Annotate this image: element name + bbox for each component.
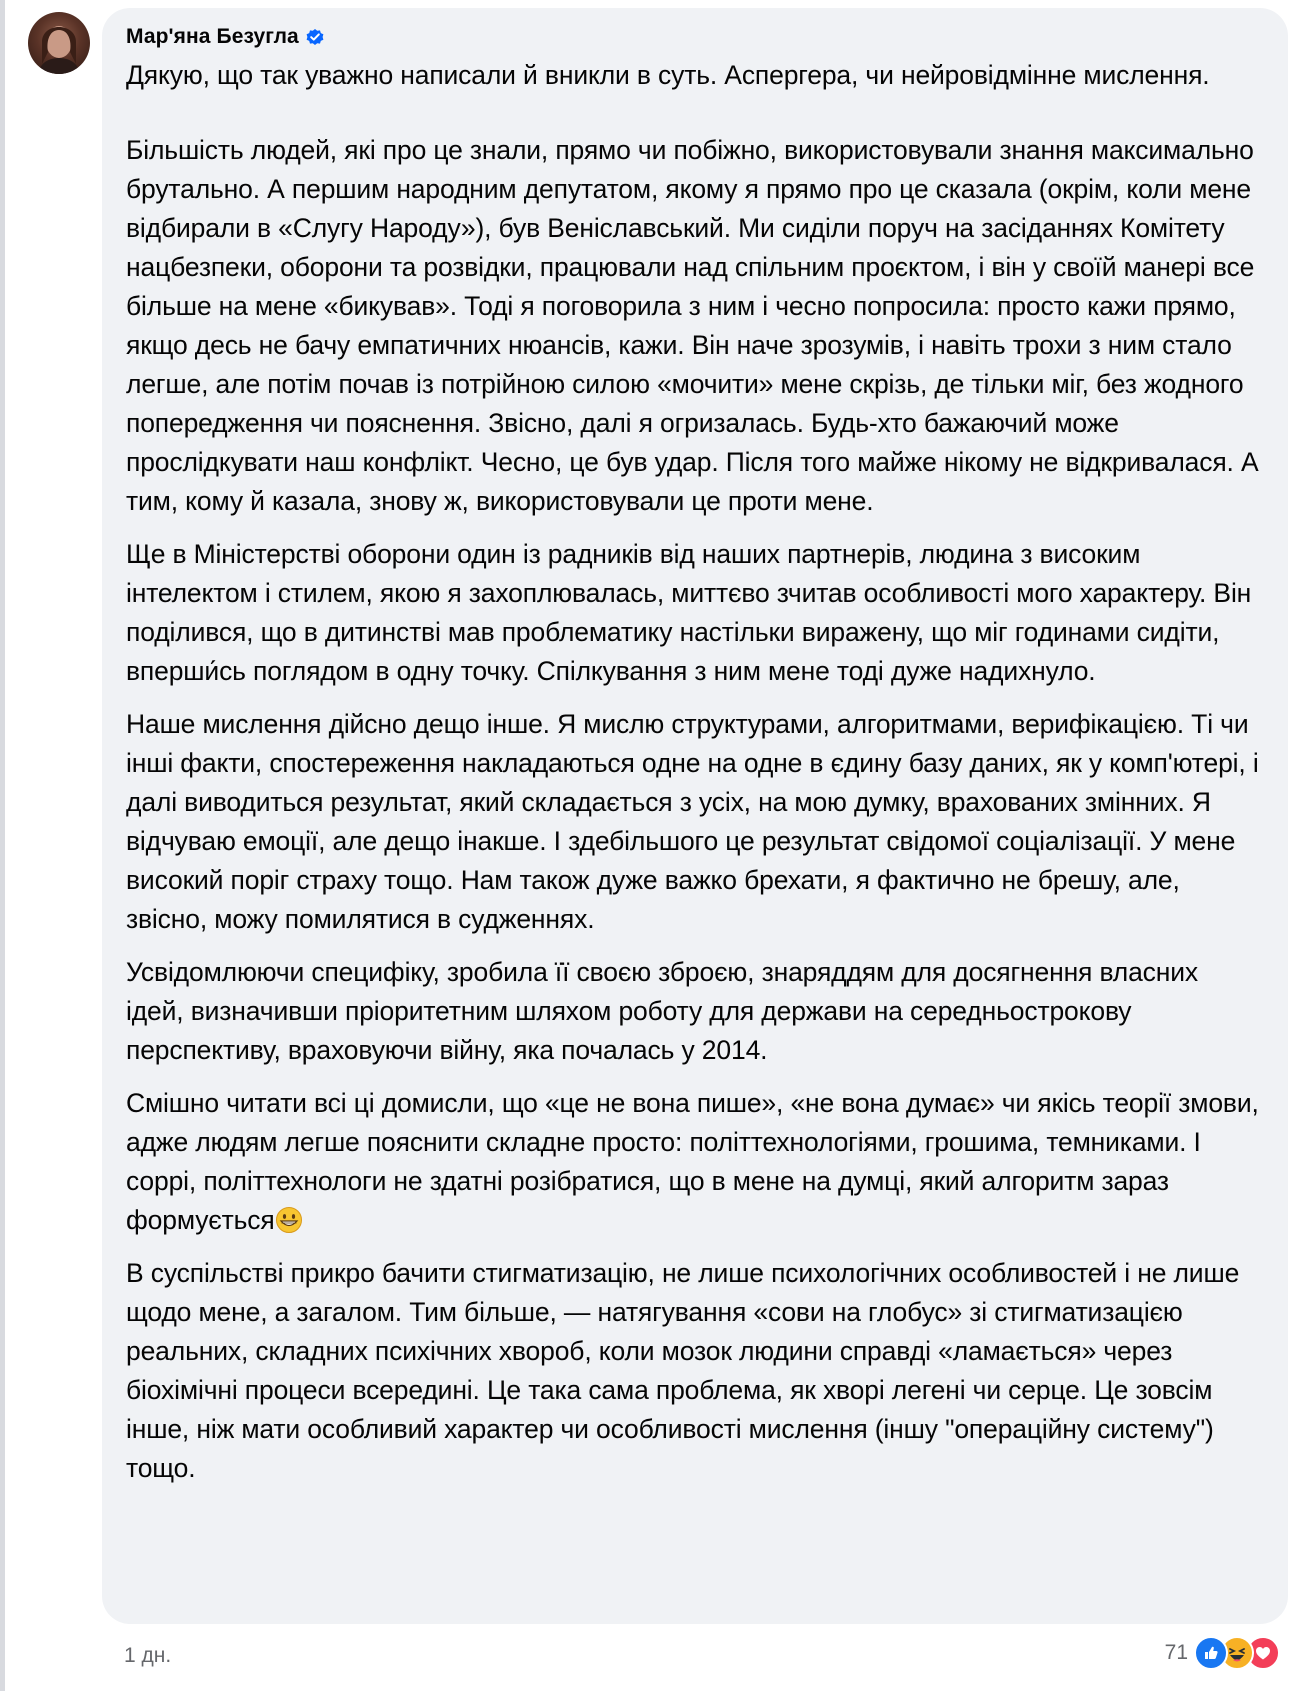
comment-paragraph: Ще в Міністерстві оборони один із радників від наших партнерів, людина з високим інтелектом і стилем, якою я захоплювалась, миттєво зчитав особливості мого характеру. Він поділився, що в дитинстві мав проблематику настільки виражену, що міг годинами сидіти, вперши́сь поглядом в одну точку. Спілкування з ним мене тоді дуже надихнуло.: [126, 539, 1252, 686]
comment-footer: [100, 1634, 1280, 1674]
reaction-count: 71: [1164, 1641, 1188, 1664]
author-row: [126, 24, 1262, 50]
grinning-emoji-icon: [275, 1206, 303, 1234]
comment-paragraph: [126, 1084, 1262, 1240]
comment-bubble: [102, 8, 1288, 1624]
verified-badge-icon: [305, 27, 325, 47]
comment-paragraph-text: Смішно читати всі ці домисли, що «це не вона пише», «не вона думає» чи якісь теорії змови, адже людям легше пояснити складне просто: політтехнологіями, грошима, темниками. І соррі, політтехнологи не здатні розібратися, що в мене на думці, який алгоритм зараз формується: [126, 1088, 1259, 1235]
avatar[interactable]: [28, 12, 90, 74]
reaction-icons: [1194, 1636, 1280, 1670]
comment-text: [126, 56, 1262, 1488]
author-name[interactable]: Мар'яна Безугла: [126, 25, 299, 48]
reactions-summary[interactable]: [1165, 1636, 1280, 1670]
avatar-portrait-icon: [28, 12, 90, 74]
left-border: [0, 0, 5, 1691]
comment-paragraph: Дякую, що так уважно написали й вникли в суть. Аспергера, чи нейровідмінне мислення.: [126, 60, 1210, 90]
comment-paragraph: Більшість людей, які про це знали, прямо чи побіжно, використовували знання максимально брутально. А першим народним депутатом, якому я прямо про це сказала (окрім, коли мене відбирали в «Слугу Народу»), був Веніславський. Ми сиділи поруч на засіданнях Комітету нацбезпеки, оборони та розвідки, працювали над спільним проєктом, і він у своїй манері все більше на мене «бикував». Тоді я поговорила з ним і чесно попросила: просто кажи прямо, якщо десь не бачу емпатичних нюансів, кажи. Він наче зрозумів, і навіть трохи з ним стало легше, але потім почав із потрійною силою «мочити» мене скрізь, де тільки міг, без жодного попередження чи пояснення. Звісно, далі я огризалась. Будь-хто бажаючий може прослідкувати наш конфлікт. Чесно, це був удар. Після того майже нікому не відкривалася. А тим, кому й казала, знову ж, використовували це проти мене.: [126, 135, 1259, 516]
comment-paragraph: Усвідомлюючи специфіку, зробила її своєю зброєю, знаряддям для досягнення власних ідей, визначивши пріоритетним шляхом роботу для держави на середньострокову перспективу, враховуючи війну, яка почалась у 2014.: [126, 957, 1199, 1065]
comment-timestamp[interactable]: 1 дн.: [124, 1644, 172, 1667]
comment-paragraph: В суспільстві прикро бачити стигматизацію, не лише психологічних особливостей і не лише щодо мене, а загалом. Тим більше, — натягування «сови на глобус» зі стигматизацією реальних, складних психічних хвороб, коли мозок людини справді «ламається» через біохімічні процеси всередині. Це така сама проблема, як хворі легені чи серце. Це зовсім інше, ніж мати особливий характер чи особливості мислення (іншу "операційну систему") тощо.: [126, 1258, 1240, 1483]
comment-paragraph: Наше мислення дійсно дещо інше. Я мислю структурами, алгоритмами, верифікацією. Ті чи інші факти, спостереження накладаються одне на одне в єдину базу даних, як у комп'ютері, і далі виводиться результат, який складається з усіх, на мою думку, врахованих змінних. Я відчуваю емоції, але дещо інакше. І здебільшого це результат свідомої соціалізації. У мене високий поріг страху тощо. Нам також дуже важко брехати, я фактично не брешу, але, звісно, можу помилятися в судженнях.: [126, 709, 1259, 934]
like-icon: [1194, 1636, 1228, 1670]
